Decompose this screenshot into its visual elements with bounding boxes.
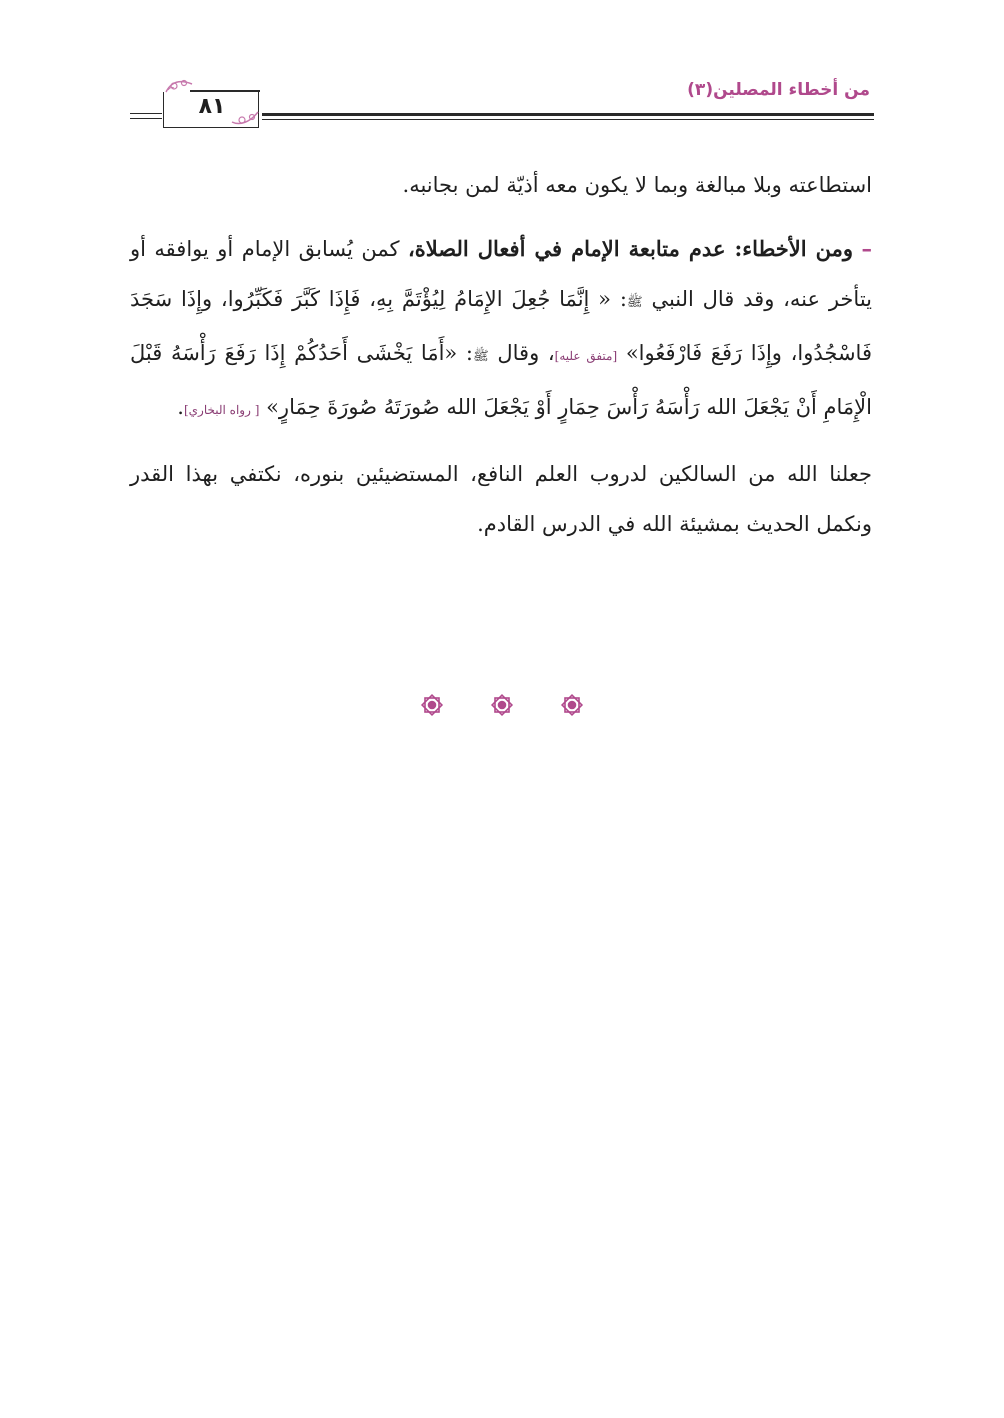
bullet-dash: – — [861, 236, 872, 261]
honorific-2: ﷺ — [473, 349, 489, 364]
hadith-source-2: [ رواه البخاري] — [183, 403, 260, 417]
flower-star-icon — [489, 692, 515, 718]
honorific-1: ﷺ — [626, 295, 643, 310]
floral-ornament-icon — [230, 108, 260, 128]
paragraph-1: استطاعته وبلا مبالغة وبما لا يكون معه أذيّة لمن بجانبه. — [402, 173, 872, 197]
hadith-2: : «أَمَا يَخْشَى أَحَدُكُمْ إِذَا رَفَعَ رَأْسَهُ قَبْلَ الْإِمَامِ أَنْ يَجْعَلَ الله رَأْسَهُ رَأْسَ حِمَارٍ أَوْ يَجْعَلَ الله صُورَتَهُ صُورَةَ حِمَارٍ» — [130, 341, 872, 419]
section-separator — [0, 692, 1004, 718]
paragraph-2-text-a: كمن يُسابق الإمام أو يوافقه أو يتأخر عنه، وقد قال النبي — [130, 237, 872, 311]
header-rule-left-bottom — [130, 118, 162, 119]
header-rule-left-top — [130, 113, 162, 114]
paragraph-3: جعلنا الله من السالكين لدروب العلم النافع، المستضيئين بنوره، نكتفي بهذا القدر ونكمل الحديث بمشيئة الله في الدرس القادم. — [130, 462, 872, 536]
section-lead: ومن الأخطاء: عدم متابعة الإمام في أفعال الصلاة، — [407, 236, 854, 261]
flower-star-icon — [419, 692, 445, 718]
paragraph-2-end: . — [177, 395, 184, 419]
page-body — [130, 160, 872, 563]
page-number: ٨١ — [198, 94, 226, 119]
header-rule-thin — [262, 119, 874, 120]
running-header-title: من أخطاء المصلين(٣) — [687, 80, 870, 100]
hadith-source-1: [متفق عليه] — [554, 349, 618, 363]
flower-star-icon — [559, 692, 585, 718]
hadith-1: : « إِنَّمَا جُعِلَ الإِمَامُ لِيُؤْتَمَّ بِهِ، فَإِذَا كَبَّرَ فَكَبِّرُوا، وإِذَا سَجَدَ فَاسْجُدُوا، وإِذَا رَفَعَ فَارْفَعُوا» — [130, 287, 872, 365]
paragraph-2-text-c: ، وقال — [497, 341, 555, 365]
floral-ornament-icon — [164, 78, 194, 96]
header-rule-thick — [262, 113, 874, 116]
paragraph-2 — [130, 224, 872, 435]
page-number-frame-top — [190, 90, 260, 92]
